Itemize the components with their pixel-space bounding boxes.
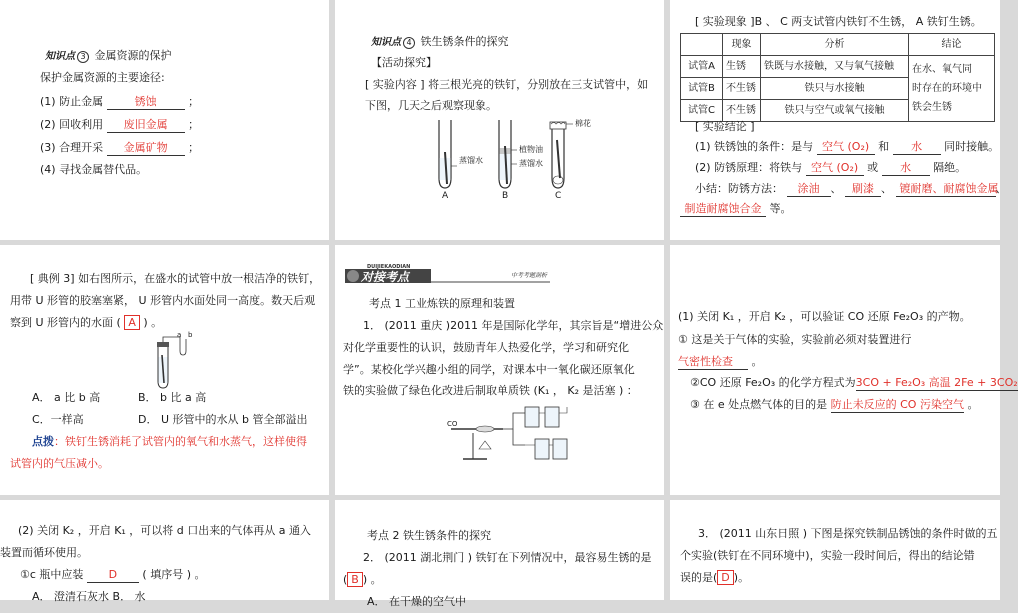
slide-rust-results[interactable] <box>670 0 1007 240</box>
label-c: C <box>555 191 562 201</box>
text: )。 <box>733 571 750 584</box>
phen-cell: 不生锈 <box>723 100 761 122</box>
tube-a-shape <box>439 120 451 188</box>
answer-blank: 废旧金属 <box>107 118 185 133</box>
item-end: ； <box>188 141 200 154</box>
slide-co-recycle[interactable] <box>0 500 329 603</box>
analysis-cell: 铁只与水接触 <box>761 78 909 100</box>
label-b: B <box>502 191 509 201</box>
observation-table <box>680 33 995 122</box>
label-a: a <box>177 331 182 339</box>
content-line-1: [ 实验内容 ] 将三根光亮的铁钉，分别放在三支试管中，如 <box>365 78 649 91</box>
u-tube-diagram <box>150 335 200 391</box>
line-1: (1) 关闭 K₁ ，开启 K₂ ，可以验证 CO 还原 Fe₂O₃ 的产物。 <box>678 310 971 323</box>
conclusion-line: 铁会生锈 <box>912 102 952 113</box>
label-cotton: 棉花 <box>575 119 591 128</box>
label-water-b: 蒸馏水 <box>519 159 543 168</box>
item-label: (1) 防止金属 <box>40 95 104 108</box>
summary-line-2 <box>680 199 792 220</box>
question-line-3 <box>10 313 162 334</box>
text: 误的是( <box>680 571 718 584</box>
answer-blank: 刷漆 <box>845 182 881 197</box>
answer-blank: 镀耐磨、耐腐蚀金属 <box>896 182 996 197</box>
banner-right: 中考考题剖析 <box>511 272 548 279</box>
answer-blank: 涂油 <box>787 182 831 197</box>
answer-blank: 锈蚀 <box>107 95 185 110</box>
analysis-cell: 铁只与空气或氧气接触 <box>761 100 909 122</box>
item-end: ； <box>188 118 200 131</box>
summary-line: 小结：防锈方法： 涂油 、 刷漆 、 镀耐磨、耐腐蚀金属、 <box>695 179 1007 200</box>
question-line-2: 个实验(铁钉在不同环境中)，实验一段时间后，得出的结论错 <box>680 549 975 562</box>
answer-box: A <box>124 315 140 330</box>
knowledge-number: 3 <box>77 51 89 63</box>
line-2: ① 这是关于气体的实验，实验前必须对装置进行 <box>678 333 912 346</box>
text: 同时接触。 <box>944 140 1000 153</box>
q1-line-3: 学”。某校化学兴趣小组的同学，对课本中一氧化碳还原氧化 <box>343 363 635 376</box>
text: ③ 在 e 处点燃气体的目的是 <box>690 398 828 411</box>
hint-label: 点拨 <box>32 435 54 448</box>
text: (1) 铁锈蚀的条件：是与 <box>695 140 814 153</box>
text: (2) 防锈原理：将铁与 <box>695 161 803 174</box>
conclusion-line-1 <box>695 137 999 158</box>
hint-line-2: 试管内的气压减小。 <box>10 457 109 470</box>
tube-cell: 试管A <box>681 56 723 78</box>
conclusion-line: 在水、氧气同 <box>912 64 972 75</box>
text: ) 。 <box>143 316 163 329</box>
line-4 <box>690 373 1018 394</box>
phen-cell: 不生锈 <box>723 78 761 100</box>
answer-box: B <box>347 572 363 587</box>
text: ( <box>343 573 348 586</box>
conclusion-line: 时存在的环境中 <box>912 83 982 94</box>
item-2 <box>40 115 199 136</box>
answer-blank: 防止未反应的 CO 污染空气 <box>831 398 964 413</box>
point-title: 考点 1 工业炼铁的原理和装置 <box>369 297 515 310</box>
knowledge-number: 4 <box>403 37 415 49</box>
text: ) 。 <box>362 573 382 586</box>
question-line-3 <box>680 568 749 589</box>
table-header-row <box>681 34 995 56</box>
answer-blank: 空气 (O₂) <box>806 161 864 176</box>
text: ①c 瓶中应装 <box>20 568 84 581</box>
answer-blank: D <box>87 568 139 583</box>
question-line-1: 2． (2011 湖北荆门 ) 铁钉在下列情况中，最容易生锈的是 <box>363 551 652 564</box>
answer-blank: 空气 (O₂) <box>817 140 875 155</box>
table-row <box>681 56 995 78</box>
option-b[interactable]: B． b 比 a 高 <box>138 391 207 404</box>
label-oil: 植物油 <box>519 145 543 154</box>
knowledge-heading <box>45 46 172 67</box>
item-3 <box>40 138 199 159</box>
tube-b-shape <box>499 120 511 188</box>
banner-title: 对接考点 <box>361 270 410 284</box>
heading-text: 金属资源的保护 <box>94 49 172 62</box>
knowledge-point-label: 知识点 <box>45 51 75 62</box>
question-line-2 <box>343 570 382 591</box>
analysis-cell: 铁既与水接触，又与氧气接触 <box>761 56 909 78</box>
line-5 <box>690 395 978 416</box>
question-line-2: 用带 U 形管的胶塞塞紧， U 形管内水面处同一高度。数天后观 <box>10 294 316 307</box>
line-3 <box>678 352 763 373</box>
conclusion-line-2 <box>695 158 966 179</box>
tube-cell: 试管C <box>681 100 723 122</box>
heading-text: 铁生锈条件的探究 <box>420 35 509 48</box>
tube-c-shape <box>550 122 566 188</box>
line-3 <box>20 565 205 586</box>
equation-answer: 3CO + Fe₂O₃ 高温 2Fe + 3CO₂ <box>856 376 1018 391</box>
text: 。 <box>751 355 763 368</box>
q1-line-1: 1． (2011 重庆 )2011 年是国际化学年，其宗旨是“增进公众 <box>363 319 664 332</box>
label-water-a: 蒸馏水 <box>459 156 483 165</box>
banner-small-text: DUIJIEKAODIAN <box>367 264 411 270</box>
table-header: 结论 <box>909 34 995 56</box>
slide-rust-experiment[interactable] <box>335 0 664 240</box>
section-title: 【活动探究】 <box>371 56 437 69</box>
answer-blank: 水 <box>893 140 941 155</box>
item-label: (2) 回收利用 <box>40 118 104 131</box>
conclusion-title: [ 实验结论 ] <box>695 120 755 133</box>
line-4: A． 澄清石灰水 B． 水 <box>32 590 146 603</box>
answer-box: D <box>717 570 733 585</box>
table-header: 分析 <box>761 34 909 56</box>
phenomenon-text: [ 实验现象 ]B 、 C 两支试管内铁钉不生锈， A 铁钉生锈。 <box>695 15 982 28</box>
content-line-2: 下图，几天之后观察现象。 <box>365 99 497 112</box>
text: 察到 U 形管内的水面 ( <box>10 316 121 329</box>
line-1: (2) 关闭 K₂ ，开启 K₁ ，可以将 d 口出来的气体再从 a 通入 <box>18 524 312 537</box>
text: 和 <box>878 140 890 153</box>
question-line-1: 3． (2011 山东日照 ) 下图是探究铁制品锈蚀的条件时做的五 <box>698 527 998 540</box>
item-1 <box>40 92 199 113</box>
tube-cell: 试管B <box>681 78 723 100</box>
text: 小结：防锈方法： <box>695 182 783 195</box>
answer-blank: 制造耐腐蚀合金 <box>680 202 766 217</box>
table-header: 现象 <box>723 34 761 56</box>
text: ②CO 还原 Fe₂O₃ 的化学方程式为 <box>690 376 856 389</box>
item-4: (4) 寻找金属替代品。 <box>40 163 148 176</box>
text: ( 填序号 ) 。 <box>142 568 206 581</box>
answer-blank: 水 <box>882 161 930 176</box>
slide-example-3[interactable] <box>0 245 329 495</box>
text: 。 <box>967 398 979 411</box>
slide-question-3[interactable] <box>670 500 1000 600</box>
slide-exam-point-1[interactable] <box>335 245 664 495</box>
co-label: CO <box>447 420 458 428</box>
q1-line-2: 对化学重要性的认识，鼓励青年人热爱化学，学习和研究化 <box>343 341 629 354</box>
hint-text: ：铁钉生锈消耗了试管内的氧气和水蒸气，这样使得 <box>54 435 307 448</box>
label-a: A <box>442 191 449 201</box>
text: 或 <box>867 161 879 174</box>
question-line-1: [ 典例 3] 如右图所示，在盛水的试管中放一根洁净的铁钉， <box>30 272 321 285</box>
hint-line-1 <box>32 432 307 453</box>
item-label: (3) 合理开采 <box>40 141 104 154</box>
answer-blank: 金属矿物 <box>107 141 185 156</box>
label-b: b <box>188 331 193 339</box>
text: 等。 <box>769 202 792 215</box>
q1-line-4: 铁的实验做了绿色化改进后制取单质铁 (K₁ ， K₂ 是活塞 ) ： <box>343 384 638 397</box>
option-a[interactable]: A． a 比 b 高 <box>32 391 101 404</box>
point-title: 考点 2 铁生锈条件的探究 <box>367 529 491 542</box>
co-reduction-apparatus <box>443 405 593 465</box>
intro-text: 保护金属资源的主要途径: <box>40 71 165 84</box>
text: 隔绝。 <box>933 161 967 174</box>
option-c[interactable]: C．一样高 <box>32 413 84 426</box>
knowledge-heading <box>371 32 509 53</box>
question-line-3: A． 在干燥的空气中 <box>367 595 467 608</box>
slide-co-reduction[interactable] <box>670 245 1018 495</box>
option-d[interactable]: D． U 形管中的水从 b 管全部溢出 <box>138 413 308 426</box>
table-header <box>681 34 723 56</box>
conclusion-cell <box>909 56 995 122</box>
slide-metal-protection[interactable] <box>0 0 329 240</box>
item-end: ； <box>188 95 200 108</box>
phen-cell: 生锈 <box>723 56 761 78</box>
knowledge-point-label: 知识点 <box>371 37 401 48</box>
line-2: 装置而循环使用。 <box>0 546 88 559</box>
answer-blank: 气密性检查 <box>678 355 748 370</box>
slide-exam-point-2[interactable] <box>335 500 664 608</box>
